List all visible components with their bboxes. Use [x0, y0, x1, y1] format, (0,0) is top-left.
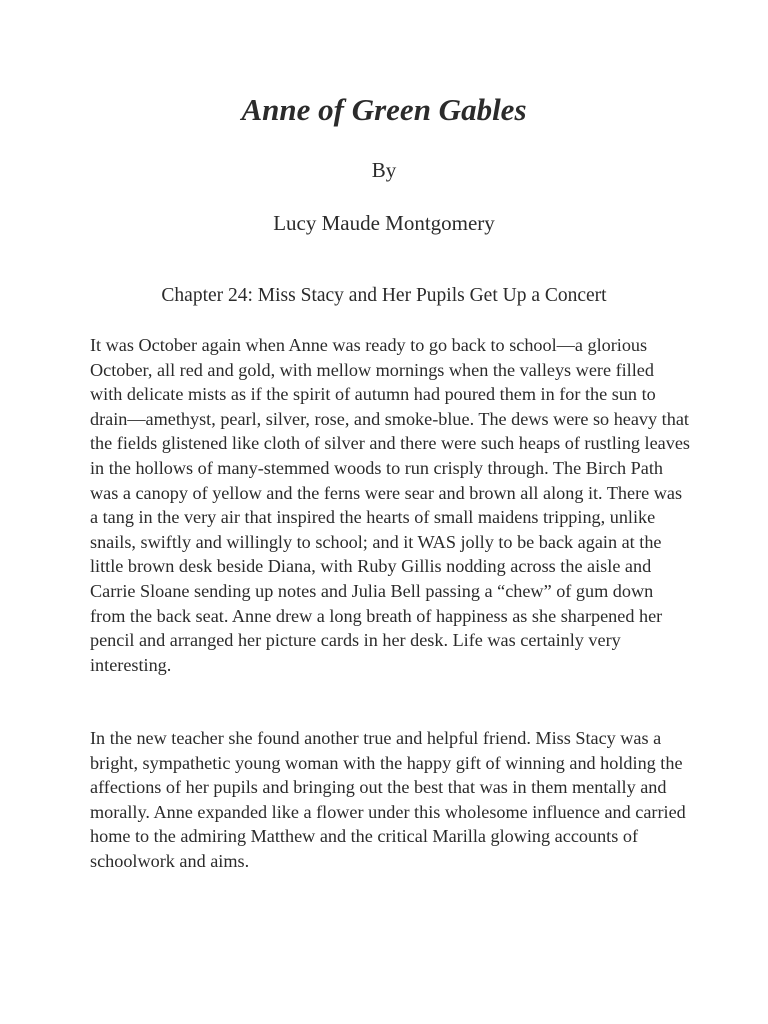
body-paragraph-1: It was October again when Anne was ready to go back to school—a glorious October, all red and gold, with mellow mornings when the valleys were filled with delicate mists as if the spirit of autumn had poured them in for the sun to drain—amethyst, pearl, silver, rose, and smoke-blue. The dews were so heavy that the fields glistened like cloth of silver and there were such heaps of rustling leaves in the hollows of many-stemmed woods to run crisply through. The Birch Path was a canopy of yellow and the ferns were sear and brown all along it. There was a tang in the very air that inspired the hearts of small maidens tripping, unlike snails, swiftly and willingly to school; and it WAS jolly to be back again at the little brown desk beside Diana, with Ruby Gillis nodding across the aisle and Carrie Sloane sending up notes and Julia Bell passing a “chew” of gum down from the back seat. Anne drew a long breath of happiness as she sharpened her pencil and arranged her picture cards in her desk. Life was certainly very interesting. — [90, 335, 691, 675]
byline: By — [371, 158, 397, 182]
body-paragraph-2: In the new teacher she found another true and helpful friend. Miss Stacy was a bright, sympathetic young woman with the happy gift of winning and holding the affections of her pupils and bringing out the best that was in them mentally and morally. Anne expanded like a flower under this wholesome influence and carried home to the admiring Matthew and the critical Marilla glowing accounts of schoolwork and aims. — [90, 728, 686, 871]
author-name: Lucy Maude Montgomery — [273, 211, 495, 235]
chapter-heading: Chapter 24: Miss Stacy and Her Pupils Get Up a Concert — [161, 285, 607, 306]
book-title: Anne of Green Gables — [241, 92, 527, 127]
